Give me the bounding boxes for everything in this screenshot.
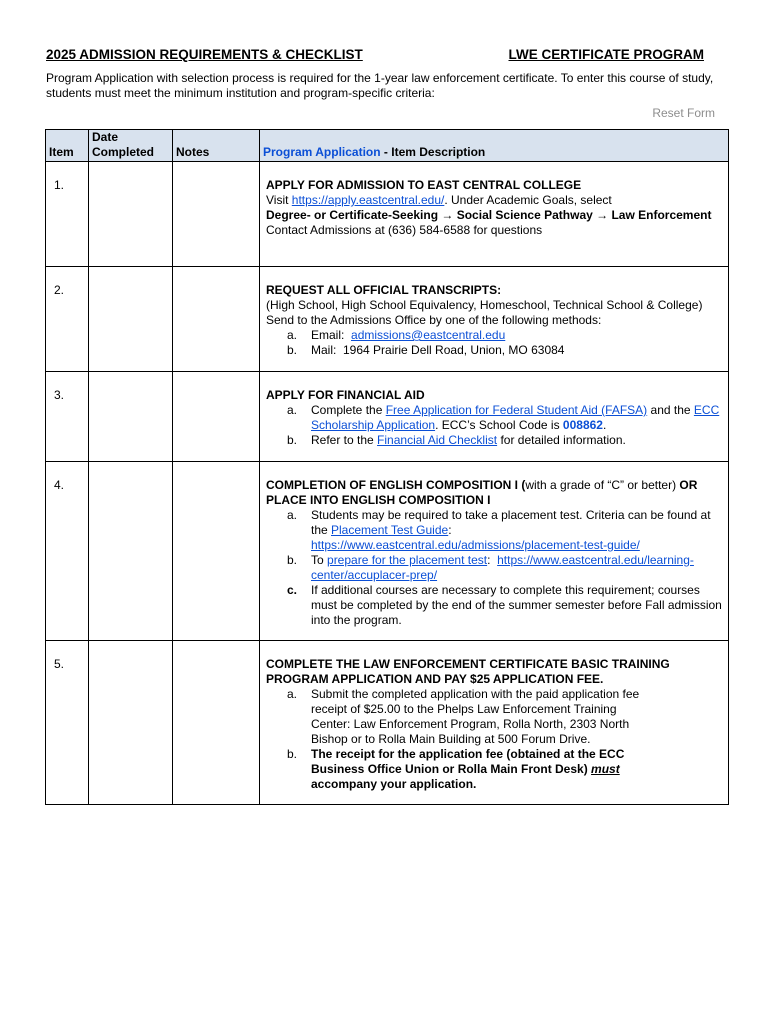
visit-line xyxy=(266,193,722,208)
list-text xyxy=(311,403,722,433)
list-item xyxy=(287,553,722,583)
list-marker: a. xyxy=(287,328,298,342)
list-text xyxy=(311,553,722,583)
table-row xyxy=(46,372,729,462)
column-header-item: Item xyxy=(46,130,89,162)
colon: : xyxy=(448,523,452,537)
table-header-row xyxy=(46,130,729,162)
intro-text: Program Application with selection process is required for the 1-year law enforcement certificate. To enter this course of study, students must meet the minimum institution and program-specific criteria: xyxy=(46,71,714,100)
additional-courses-text: If additional courses are necessary to complete this requirement; courses must be completed by the end of the summer semester before Fall admission into the program. xyxy=(311,583,722,627)
title-part1: COMPLETION OF ENGLISH COMPOSITION I ( xyxy=(266,478,526,492)
reset-form-button[interactable]: Reset Form xyxy=(652,106,715,120)
notes-field[interactable] xyxy=(173,267,260,372)
and-text: and the xyxy=(647,403,694,417)
list-text xyxy=(311,508,722,553)
prepare-placement-link[interactable]: prepare for the placement test xyxy=(327,553,488,567)
column-header-date-completed xyxy=(89,130,173,162)
list-item xyxy=(287,508,722,553)
row-title: APPLY FOR ADMISSION TO EAST CENTRAL COLLEGE xyxy=(266,178,582,192)
scholarship-link[interactable]: ECC Scholarship Application xyxy=(311,403,720,432)
send-methods-text: Send to the Admissions Office by one of the following methods: xyxy=(266,313,602,327)
list-marker: a. xyxy=(287,508,298,522)
row-description xyxy=(260,162,729,267)
table-row xyxy=(46,162,729,267)
list-item xyxy=(287,433,722,448)
column-header-description xyxy=(260,130,729,162)
list-marker: a. xyxy=(287,687,298,701)
page-header xyxy=(46,47,704,65)
row-title xyxy=(266,478,722,508)
row-title: COMPLETE THE LAW ENFORCEMENT CERTIFICATE BASIC TRAINING PROGRAM APPLICATION AND PAY $25 APPLICATION FEE. xyxy=(266,657,670,686)
row-number: 4. xyxy=(46,462,89,641)
must-text: must xyxy=(591,762,620,776)
visit-after-text: . Under Academic Goals, select xyxy=(444,193,612,207)
date-completed-field[interactable] xyxy=(89,462,173,641)
list-marker: a. xyxy=(287,403,298,417)
accompany-text: accompany your application. xyxy=(311,777,477,791)
refer-after-text: for detailed information. xyxy=(497,433,626,447)
fafsa-link[interactable]: Free Application for Federal Student Aid (FAFSA) xyxy=(385,403,648,417)
list-item xyxy=(287,583,722,628)
list-item xyxy=(287,328,722,343)
refer-text: Refer to the xyxy=(311,433,378,447)
column-header-notes: Notes xyxy=(173,130,260,162)
fafsa-intro: Complete the xyxy=(311,403,386,417)
list-marker: b. xyxy=(287,343,298,357)
title-part2: OR PLACE INTO ENGLISH COMPOSITION I xyxy=(266,478,698,507)
email-label: Email: xyxy=(311,328,352,342)
table-row xyxy=(46,641,729,805)
receipt-text: The receipt for the application fee (obtained at the ECC Business Office Union or Rolla Main Front Desk) xyxy=(311,747,625,776)
notes-field[interactable] xyxy=(173,162,260,267)
submit-text: Submit the completed application with the paid application fee receipt of $25.00 to the Phelps Law Enforcement Training Center: Law Enforcement Program, Rolla North, 2303 North Bishop or to Rolla Main Building at 500 Forum Drive. xyxy=(311,687,640,746)
row-number: 3. xyxy=(46,372,89,462)
table-row xyxy=(46,267,729,372)
date-completed-field[interactable] xyxy=(89,641,173,805)
list-text xyxy=(311,747,722,792)
list-item xyxy=(287,687,722,747)
list-marker: c. xyxy=(287,583,298,597)
program-title: LWE CERTIFICATE PROGRAM xyxy=(508,47,704,62)
row-title: APPLY FOR FINANCIAL AID xyxy=(266,388,425,402)
date-completed-field[interactable] xyxy=(89,162,173,267)
list-marker: b. xyxy=(287,747,298,761)
list-item xyxy=(287,747,722,792)
table-row xyxy=(46,462,729,641)
placement-text: Students may be required to take a placement test. Criteria can be found at the xyxy=(311,508,711,537)
row-description xyxy=(260,462,729,641)
row-number: 1. xyxy=(46,162,89,267)
date-completed-field[interactable] xyxy=(89,372,173,462)
visit-text: Visit xyxy=(266,193,292,207)
row-number: 2. xyxy=(46,267,89,372)
list-item xyxy=(287,343,722,358)
notes-field[interactable] xyxy=(173,372,260,462)
checklist-table xyxy=(45,129,729,805)
pathway-text: Degree- or Certificate-Seeking → Social Science Pathway → Law Enforcement xyxy=(266,208,712,222)
financial-aid-checklist-link[interactable]: Financial Aid Checklist xyxy=(377,433,498,447)
transcript-types: (High School, High School Equivalency, Homeschool, Technical School & College) xyxy=(266,298,703,312)
page-title: 2025 ADMISSION REQUIREMENTS & CHECKLIST xyxy=(46,47,363,62)
period: . xyxy=(602,418,607,432)
date-header-line2: Completed xyxy=(92,145,155,159)
program-application-link[interactable]: Program Application xyxy=(263,145,381,159)
accuplacer-prep-url[interactable]: https://www.eastcentral.edu/learning-center/accuplacer-prep/ xyxy=(311,553,694,582)
row-description xyxy=(260,641,729,805)
to-text: To xyxy=(311,553,328,567)
row-description xyxy=(260,267,729,372)
contact-text: Contact Admissions at (636) 584-6588 for questions xyxy=(266,223,543,237)
grade-note: with a grade of “C” or better) xyxy=(525,478,677,492)
row-title: REQUEST ALL OFFICIAL TRANSCRIPTS: xyxy=(266,283,502,297)
mail-address: Mail: 1964 Prairie Dell Road, Union, MO 63084 xyxy=(311,343,565,357)
colon: : xyxy=(487,553,498,567)
notes-field[interactable] xyxy=(173,462,260,641)
school-code: 008862 xyxy=(562,418,603,432)
placement-test-guide-link[interactable]: Placement Test Guide xyxy=(331,523,449,537)
row-number: 5. xyxy=(46,641,89,805)
date-header-line1: Date xyxy=(92,130,119,144)
list-marker: b. xyxy=(287,553,298,567)
list-marker: b. xyxy=(287,433,298,447)
placement-test-guide-url[interactable]: https://www.eastcentral.edu/admissions/placement-test-guide/ xyxy=(311,538,640,552)
description-header-rest: - Item Description xyxy=(380,145,486,159)
row-description xyxy=(260,372,729,462)
school-code-label: . ECC’s School Code is xyxy=(435,418,563,432)
list-text xyxy=(311,328,722,343)
list-item xyxy=(287,403,722,433)
email-link[interactable]: admissions@eastcentral.edu xyxy=(351,328,506,342)
apply-link[interactable]: https://apply.eastcentral.edu/ xyxy=(291,193,445,207)
notes-field[interactable] xyxy=(173,641,260,805)
date-completed-field[interactable] xyxy=(89,267,173,372)
list-text xyxy=(311,433,722,448)
